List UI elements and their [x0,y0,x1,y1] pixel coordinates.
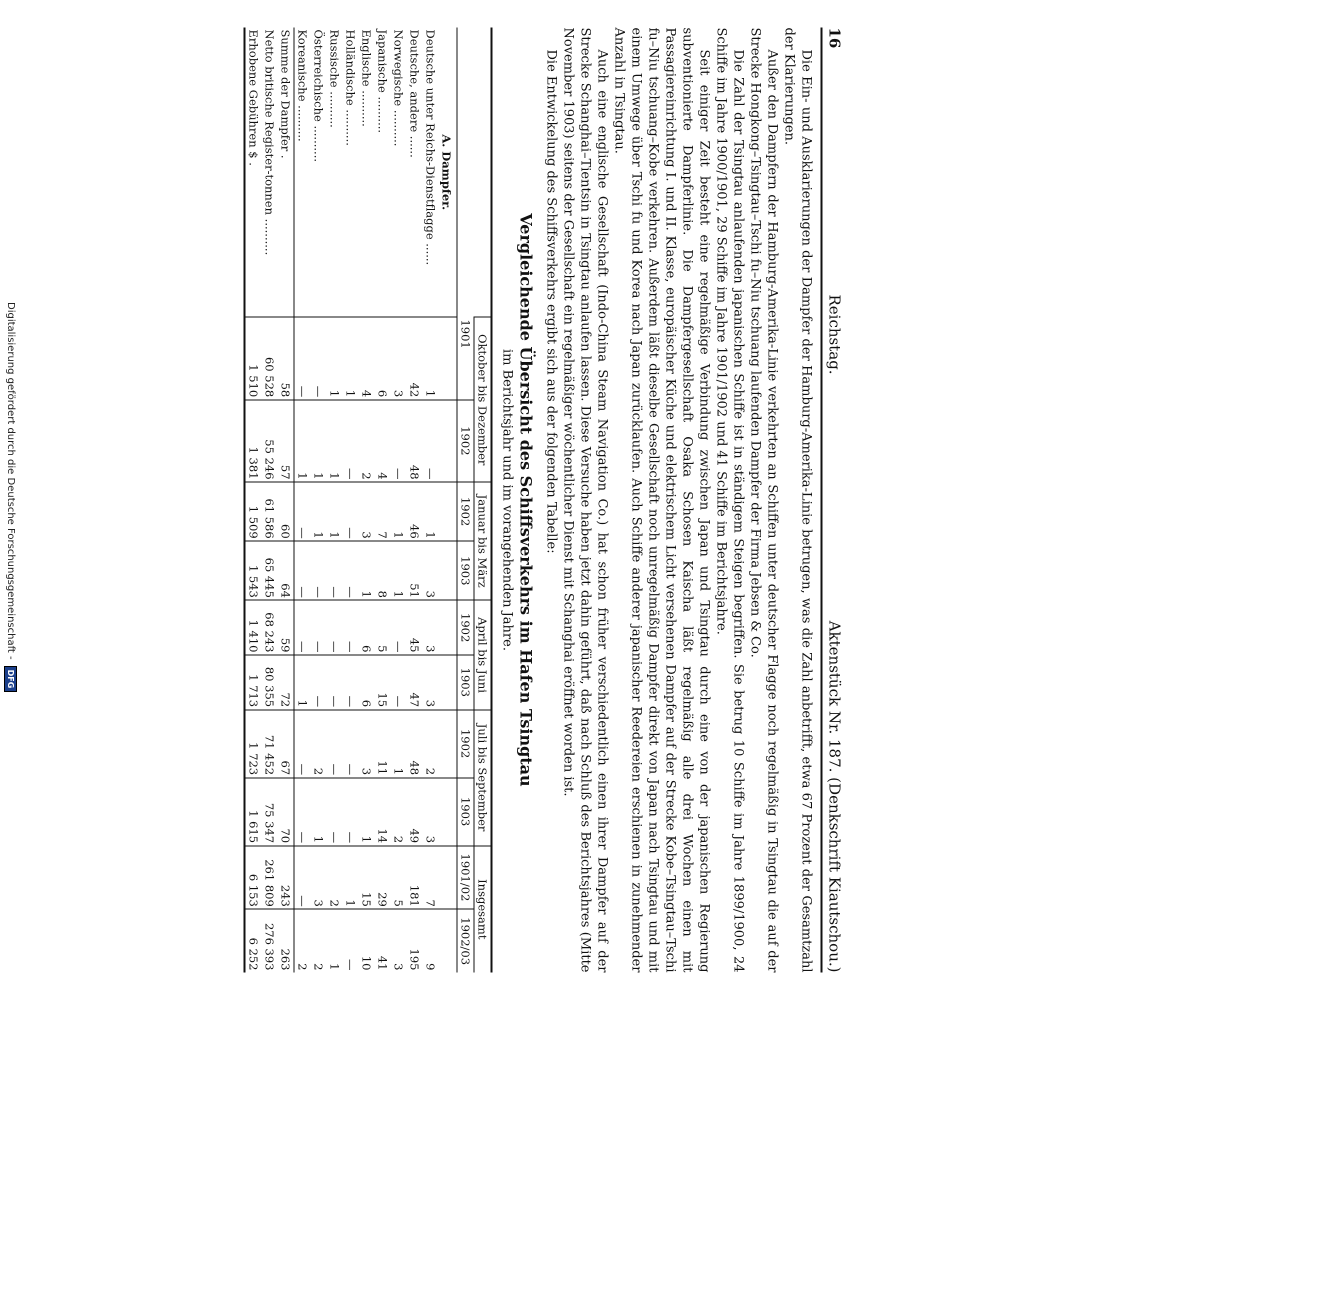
group-header: April bis Juni [474,600,492,709]
table-cell: 11 [375,710,391,778]
paragraph: Seit einiger Zeit besteht eine regelmäßige Verbindung zwischen Japan und Tsingtau durch eine von der japanischen Regierung subventionierte Dampferlinie. Die Dampfergesellschaft Osaka Schosen Kaischa läßt regelmäßig alle drei Wochen einen mit Passagiereinrichtung I. und II. Klasse, europäischer Küche und elektrischem Licht versehenen Dampfer auf der Strecke Kobe–Tsingtau–Tschi fu–Niu tschuang–Kobe verkehren. Außerdem läßt dieselbe Gesellschaft noch unregelmäßig Dampfer direkt von Japan nach Tsingtau und mit einem Umwege über Tschi fu und Korea nach Japan zurücklaufen. Auch Schiffe anderer japanischer Reedereien erschienen in zunehmender Anzahl in Tsingtau. [611,27,712,973]
year-header: 1902 [457,400,474,482]
table-cell: 6 252 [245,909,262,972]
section-label: A. Dampfer. [439,134,454,211]
group-header: Juli bis September [474,710,492,846]
table-row [327,28,343,973]
table-cell: 8 [375,541,391,600]
table-row [245,28,262,973]
table-cell: — [343,655,359,710]
body-text [543,28,815,973]
table-cell: — [311,541,327,600]
table-cell: — [343,710,359,778]
row-label: Erhobene Gebühren $ . [245,28,262,318]
table-row [278,28,295,973]
table-cell: 3 [423,541,439,600]
table-cell: — [391,400,407,482]
table-cell: 47 [407,655,423,710]
header-left: Reichstag. [825,294,844,375]
table-cell: — [294,482,311,541]
table-cell: 57 [278,400,295,482]
digitization-credit [1,302,21,1292]
table-cell: — [294,778,311,846]
table-cell: — [343,482,359,541]
table-cell: 60 [278,482,295,541]
row-label: Deutsche unter Reichs-Dienstflagge ...... [423,29,438,266]
table-cell: 1 [391,541,407,600]
table-cell: 1 [311,482,327,541]
table-cell: — [343,909,359,972]
table-cell: 3 [391,317,407,399]
table-cell: 1 [343,846,359,910]
table-cell: — [311,600,327,655]
paragraph: Die Ein- und Ausklarierungen der Dampfer der Hamburg-Amerika-Linie betrugen, was die Zahl anbetrifft, etwa 67 Prozent der Gesamtzahl der Klarierungen. [781,27,814,973]
page-header [821,28,843,973]
table-title: Vergleichende Übersicht des Schiffsverkehrs im Hafen Tsingtau [516,213,536,787]
credit-text: Digitalisierung gefördert durch die Deutsche Forschungsgemeinschaft - [5,302,17,660]
table-cell: 5 [375,600,391,655]
table-cell: 1 [391,710,407,778]
group-header: Januar bis März [474,482,492,600]
table-cell: 1 [327,482,343,541]
table-cell: 7 [375,482,391,541]
table-cell: 15 [359,846,375,910]
header-right: Aktenstück Nr. 187. (Denkschrift Kiautschou.) [825,620,844,973]
table-cell: 58 [278,317,295,399]
table-cell: — [311,317,327,399]
table-group-header [474,28,492,973]
table-cell: — [343,541,359,600]
table-cell: 51 [407,541,423,600]
table-cell: 14 [375,778,391,846]
table-cell: 1 [359,541,375,600]
table-cell: 276 393 [262,909,278,972]
page-number: 16 [825,27,844,49]
table-cell: 80 355 [262,655,278,710]
table-cell: — [343,778,359,846]
table-cell: 6 [359,655,375,710]
table-cell: 59 [278,600,295,655]
table-cell: 41 [375,909,391,972]
table-cell: 60 528 [262,317,278,399]
row-label-header [457,28,492,318]
table-cell: 49 [407,778,423,846]
table-cell: 75 347 [262,778,278,846]
year-header: 1901 [457,317,474,399]
table-cell: 61 586 [262,482,278,541]
table-cell: — [327,600,343,655]
table-cell: 7 [423,846,439,910]
paragraph: Auch eine englische Gesellschaft (Indo-China Steam Navigation Co.) hat schon früher verschiedentlich einen ihrer Dampfer auf der Strecke Schanghai–Tientsin in Tsingtau anlaufen lassen. Diese Versuche haben jetzt dahin geführt, daß nach Schluß des Berichtsjahres (Mitte November 1903) seitens der Gesellschaft ein regelmäßiger wöchentlicher Dienst mit Schanghai eröffnet worden ist. [560,27,610,973]
table-cell: 1 [343,317,359,399]
table-cell: 64 [278,541,295,600]
table-cell: 1 [423,482,439,541]
year-header: 1903 [457,778,474,846]
row-label: Englische .......... [359,29,374,127]
table-cell: 2 [423,710,439,778]
table-cell: — [327,710,343,778]
table-cell: 1 [311,400,327,482]
year-header: 1902 [457,482,474,541]
table-cell: 1 [359,778,375,846]
row-label: Summe der Dampfer . [278,28,295,318]
table-cell: — [343,600,359,655]
table-row [359,28,375,973]
table-body [245,28,458,973]
shipping-table [244,28,493,973]
table-cell: 3 [423,778,439,846]
table-cell: — [327,655,343,710]
table-cell: 1 [311,778,327,846]
group-header: Insgesamt [474,846,492,973]
table-cell: 2 [359,400,375,482]
table-cell: 4 [375,400,391,482]
year-header: 1902/03 [457,909,474,972]
table-cell: 1 510 [245,317,262,399]
table-cell: — [327,778,343,846]
table-cell: 3 [423,600,439,655]
year-header: 1901/02 [457,846,474,910]
table-cell: 3 [391,909,407,972]
table-row [311,28,327,973]
table-cell: 46 [407,482,423,541]
table-cell: — [294,317,311,399]
year-header: 1903 [457,655,474,710]
table-row [294,28,311,973]
table-cell: 4 [359,317,375,399]
year-header: 1903 [457,541,474,600]
table-cell: — [294,600,311,655]
table-row [375,28,391,973]
table-cell: 3 [311,846,327,910]
row-label: Österreichische .......... [311,29,326,163]
table-cell: 5 [391,846,407,910]
table-cell: 71 452 [262,710,278,778]
row-label: Deutsche, andere ...... [407,29,422,158]
table-cell: 6 [359,600,375,655]
table-cell: — [294,710,311,778]
table-cell: 1 410 [245,600,262,655]
table-cell: 2 [294,909,311,972]
table-cell: — [391,600,407,655]
table-cell: 261 809 [262,846,278,910]
document-page [246,27,844,973]
row-label: Japanische .......... [375,29,390,134]
table-cell: 48 [407,400,423,482]
table-cell: 1 713 [245,655,262,710]
table-cell: 263 [278,909,295,972]
table-cell: 67 [278,710,295,778]
table-cell: 195 [407,909,423,972]
table-cell: 10 [359,909,375,972]
table-cell: — [294,541,311,600]
table-cell: 29 [375,846,391,910]
table-cell: 70 [278,778,295,846]
row-label: Russische .......... [327,29,342,128]
table-row [391,28,407,973]
table-cell: — [294,846,311,910]
year-header: 1902 [457,710,474,778]
table-cell: — [423,400,439,482]
table-row [423,28,439,973]
table-cell: — [327,541,343,600]
table-row [343,28,359,973]
row-label: Netto britische Register-tonnen .......... [262,29,277,256]
table-cell: 2 [311,710,327,778]
table-cell: 1 723 [245,710,262,778]
table-cell: 3 [359,482,375,541]
table-cell: 45 [407,600,423,655]
table-cell: 68 243 [262,600,278,655]
row-label: Holländische .......... [343,29,358,146]
row-label: Norwegische .......... [391,29,406,147]
table-cell: 6 153 [245,846,262,910]
table-cell: 1 [327,909,343,972]
table-cell: 2 [391,778,407,846]
table-cell: 72 [278,655,295,710]
table-row [262,28,278,973]
table-cell: 42 [407,317,423,399]
table-cell: 1 381 [245,400,262,482]
paragraph: Die Entwickelung des Schiffsverkehrs ergibt sich aus der folgenden Tabelle: [543,49,559,554]
table-cell: 3 [359,710,375,778]
table-cell: 1 509 [245,482,262,541]
table-cell: 243 [278,846,295,910]
paragraph: Die Zahl der Tsingtau anlaufenden japanischen Schiffe ist in ständigem Steigen begriffen. Sie betrug 10 Schiffe im Jahre 1899/1900, 24 Schiffe im Jahre 1900/1901, 29 Schiffe im Jahre 1901/1902 und 41 Schiffe im Berichtsjahre. [713,27,746,973]
table-cell: 9 [423,909,439,972]
table-cell: — [391,655,407,710]
table-cell: 1 [294,400,311,482]
table-cell: — [311,655,327,710]
year-header: 1902 [457,600,474,655]
dfg-logo: DFG [5,666,18,693]
table-cell: 65 445 [262,541,278,600]
table-cell: — [343,400,359,482]
table-cell: 181 [407,846,423,910]
table-cell: 2 [327,846,343,910]
table-row [407,28,423,973]
table-cell: 55 246 [262,400,278,482]
table-cell: 1 [327,400,343,482]
group-header: Oktober bis Dezember [474,317,492,482]
paragraph: Außer den Dampfern der Hamburg-Amerika-Linie verkehrten an Schiffen unter deutscher Flagge noch regelmäßig in Tsingtau die auf der Strecke Hongkong–Tsingtau–Tschi fu–Niu tschuang laufenden Dampfer der Firma Jebsen & Co. [747,27,780,973]
table-cell: 1 615 [245,778,262,846]
table-cell: 1 [327,317,343,399]
table-cell: 48 [407,710,423,778]
table-cell: 3 [423,655,439,710]
table-subtitle: im Berichtsjahr und im vorangehenden Jahre. [499,349,515,651]
table-cell: 1 [423,317,439,399]
table-cell: 15 [375,655,391,710]
table-cell: 1 543 [245,541,262,600]
row-label: Koreanische .......... [295,29,310,142]
table-cell: 1 [391,482,407,541]
table-cell: 2 [311,909,327,972]
table-cell: 1 [294,655,311,710]
table-cell: 6 [375,317,391,399]
section-row [439,28,458,973]
